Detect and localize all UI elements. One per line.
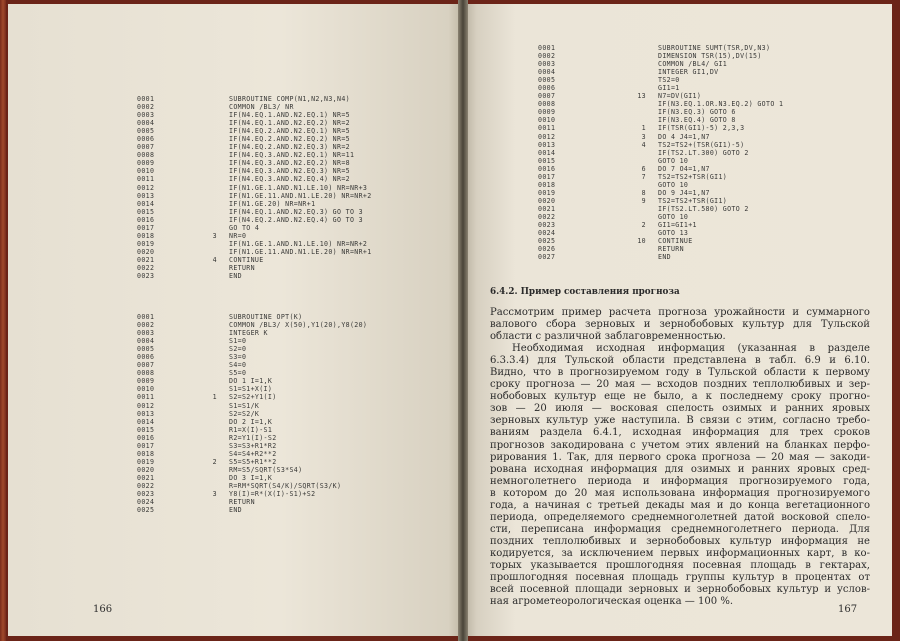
code-statement: CONTINUE (658, 237, 693, 246)
code-line (137, 345, 367, 353)
code-line (538, 133, 783, 141)
line-number: 0016 (538, 164, 556, 173)
line-number: 0007 (538, 92, 556, 101)
line-number: 0013 (137, 191, 155, 200)
code-line (137, 498, 367, 506)
code-line (538, 44, 783, 52)
line-number: 0017 (137, 223, 155, 232)
text-line: всей посевной площади зерновых и зернобобовых культур и услов- (490, 584, 870, 596)
text-line: торых указывается прошлогодняя посевная площадь в гектарах, (490, 559, 870, 571)
code-line (137, 119, 372, 127)
text-line: рована исходная информация для озимых и ранних яровых сред- (490, 463, 870, 475)
line-number: 0025 (538, 237, 556, 246)
line-number: 0019 (538, 188, 556, 197)
line-number: 0020 (538, 196, 556, 205)
text-line: 6.3.3.4) для Тульской области представлена в табл. 6.9 и 6.10. (490, 355, 870, 367)
line-number: 0020 (137, 247, 155, 256)
code-line (538, 165, 783, 173)
code-statement: IF(N4.EQ.1.AND.N2.EQ.2) NR=2 (229, 119, 350, 128)
code-statement: IF(N4.EQ.3.AND.N2.EQ.1) NR=11 (229, 151, 355, 160)
line-number: 0007 (137, 143, 155, 152)
code-statement: IF(TS2.LT.580) GOTO 2 (658, 204, 749, 213)
code-statement: RETURN (658, 245, 684, 254)
statement-label: 6 (641, 164, 646, 173)
line-number: 0008 (137, 151, 155, 160)
code-line (137, 95, 372, 103)
statement-label: 9 (641, 196, 646, 205)
text-line: сти, переписана информация среднемноголетнего периода. Для (490, 523, 870, 535)
code-line (137, 466, 367, 474)
text-line: нобобовых культур еще не было, а к последнему сроку прогно- (490, 391, 870, 403)
line-number: 0014 (538, 148, 556, 157)
code-statement: S2=0 (229, 345, 247, 354)
code-statement: DO 4 J4=1,N7 (658, 132, 710, 141)
text-line: прошлогодняя посевная площадь группы культур в процентах от (490, 572, 870, 584)
code-line (137, 426, 367, 434)
code-line (137, 393, 367, 401)
code-statement: DO 9 J4=1,N7 (658, 188, 710, 197)
code-line (538, 52, 783, 60)
code-statement: END (658, 253, 671, 262)
code-line (137, 240, 372, 248)
text-line: немноголетнего периода и информация прогнозируемого года, (490, 475, 870, 487)
line-number: 0001 (137, 313, 155, 321)
line-number: 0014 (137, 199, 155, 208)
line-number: 0026 (538, 245, 556, 254)
line-number: 0016 (137, 215, 155, 224)
text-line: поздних теплолюбивых и зернобобовых культур информация не (490, 535, 870, 547)
code-statement: TS2=TS2+TSR(GI1) (658, 196, 728, 205)
line-number: 0002 (538, 52, 556, 61)
line-number: 0009 (137, 159, 155, 168)
code-statement: GOTO 10 (658, 156, 689, 165)
line-number: 0007 (137, 361, 155, 370)
code-statement: TS2=0 (658, 76, 680, 85)
line-number: 0003 (137, 329, 155, 338)
line-number: 0018 (137, 231, 155, 240)
code-statement: IF(N4.EQ.1.AND.N2.EQ.3) GO TO 3 (229, 207, 363, 216)
right-page (464, 4, 892, 636)
code-line (137, 232, 372, 240)
paragraph-1 (490, 307, 870, 343)
code-listing-sumt (538, 44, 783, 261)
text-line: ная агрометеорологическая оценка — 100 %. (490, 596, 734, 608)
line-number: 0010 (538, 116, 556, 125)
code-statement: IF(N4.EQ.2.AND.N2.EQ.1) NR=5 (229, 127, 350, 136)
code-line (538, 181, 783, 189)
line-number: 0024 (137, 498, 155, 507)
code-line (137, 482, 367, 490)
code-line (137, 159, 372, 167)
code-line (137, 385, 367, 393)
line-number: 0011 (137, 393, 155, 402)
book-gutter (458, 0, 468, 641)
line-number: 0021 (137, 473, 155, 482)
code-statement: IF(N4.EQ.3.AND.N2.EQ.2) NR=8 (229, 159, 350, 168)
code-line (538, 213, 783, 221)
paragraph-2 (490, 343, 870, 608)
page-number-right: 167 (838, 604, 858, 615)
code-statement: CONTINUE (229, 255, 264, 264)
code-line (137, 434, 367, 442)
code-statement: RETURN (229, 263, 255, 272)
code-line (137, 175, 372, 183)
line-number: 0021 (538, 204, 556, 213)
line-number: 0003 (137, 111, 155, 120)
line-number: 0004 (137, 337, 155, 346)
code-statement: S2=S2/K (229, 409, 260, 418)
code-statement: GOTO 10 (658, 180, 689, 189)
line-number: 0023 (538, 221, 556, 230)
line-number: 0020 (137, 465, 155, 474)
code-line (538, 157, 783, 165)
code-statement: IF(N3.EQ.1.OR.N3.EQ.2) GOTO 1 (658, 100, 784, 109)
statement-label: 1 (641, 124, 646, 133)
code-line (137, 216, 372, 224)
line-number: 0009 (538, 108, 556, 117)
code-statement: S1=0 (229, 337, 247, 346)
line-number: 0022 (137, 263, 155, 272)
code-statement: RETURN (229, 498, 255, 507)
code-statement: IF(N1.GE.11.AND.N1.LE.20) NR=NR+1 (229, 247, 372, 256)
code-statement: IF(N4.EQ.2.AND.N2.EQ.4) GO TO 3 (229, 215, 363, 224)
code-line (137, 192, 372, 200)
code-statement: IF(TS2.LT.300) GOTO 2 (658, 148, 749, 157)
line-number: 0008 (137, 369, 155, 378)
code-line (538, 221, 783, 229)
line-number: 0018 (538, 180, 556, 189)
code-statement: IF(N4.EQ.1.AND.N2.EQ.1) NR=5 (229, 111, 350, 120)
code-line (137, 135, 372, 143)
code-statement: S5=0 (229, 369, 247, 378)
code-line (137, 369, 367, 377)
code-line (137, 458, 367, 466)
text-line: зерновых культур уже наступила. В связи с этим, согласно требо- (490, 415, 870, 427)
code-statement: GO TO 4 (229, 223, 260, 232)
text-line: периода, определяемого среднемноголетней датой восковой спело- (490, 511, 870, 523)
statement-label: 4 (641, 140, 646, 149)
line-number: 0010 (137, 167, 155, 176)
line-number: 0019 (137, 239, 155, 248)
line-number: 0002 (137, 103, 155, 112)
code-statement: SUBROUTINE SUMT(TSR,DV,N3) (658, 44, 771, 52)
code-line (538, 245, 783, 253)
line-number: 0019 (137, 457, 155, 466)
code-statement: INTEGER GI1,DV (658, 68, 719, 77)
text-line: ваниям раздела 6.4.1, исходная информация для трех сроков (490, 427, 870, 439)
line-number: 0017 (538, 172, 556, 181)
code-line (137, 264, 372, 272)
code-line (538, 76, 783, 84)
code-line (538, 197, 783, 205)
code-line (137, 353, 367, 361)
line-number: 0006 (137, 353, 155, 362)
code-line (137, 418, 367, 426)
code-statement: GI1=1 (658, 84, 680, 93)
statement-label: 8 (641, 188, 646, 197)
code-statement: NR=0 (229, 231, 247, 240)
line-number: 0004 (137, 119, 155, 128)
code-line (538, 237, 783, 245)
code-line (538, 229, 783, 237)
code-line (538, 100, 783, 108)
code-line (137, 410, 367, 418)
line-number: 0002 (137, 321, 155, 330)
code-statement: S1=S1/K (229, 401, 260, 410)
section-heading: 6.4.2. Пример составления прогноза (490, 287, 680, 297)
text-line: года, а начиная с третьей декады мая и до конца вегетационного (490, 499, 870, 511)
text-line: кодируется, за исключением первых информационных карт, в ко- (490, 547, 870, 559)
line-number: 0009 (137, 377, 155, 386)
code-line (538, 92, 783, 100)
code-listing-comp (137, 95, 372, 280)
code-statement: IF(N3.EQ.3) GOTO 6 (658, 108, 736, 117)
line-number: 0016 (137, 433, 155, 442)
code-statement: S3=0 (229, 353, 247, 362)
code-line (137, 377, 367, 385)
code-line (137, 474, 367, 482)
code-line (137, 224, 372, 232)
code-statement: IF(N1.GE.1.AND.N1.LE.10) NR=NR+2 (229, 239, 368, 248)
code-statement: DIMENSION TSR(15),DV(15) (658, 52, 762, 61)
text-line: Видно, что в прогнозируемом году в Тульской области к первому (490, 367, 870, 379)
code-listing-opt (137, 313, 367, 514)
line-number: 0018 (137, 449, 155, 458)
code-line (137, 490, 367, 498)
statement-label: 2 (641, 221, 646, 230)
code-line (137, 151, 372, 159)
text-line: рирования 1. Так, для первого срока прогноза — 20 мая — закоди- (490, 451, 870, 463)
code-statement: S4=0 (229, 361, 247, 370)
code-statement: IF(N4.EQ.2.AND.N2.EQ.2) NR=5 (229, 135, 350, 144)
body-text (490, 307, 870, 608)
code-line (137, 442, 367, 450)
code-line (538, 173, 783, 181)
line-number: 0011 (137, 175, 155, 184)
line-number: 0015 (538, 156, 556, 165)
code-statement: R=RM*SQRT(S4/K)/SQRT(S3/K) (229, 481, 342, 490)
line-number: 0015 (137, 207, 155, 216)
code-line (538, 108, 783, 116)
line-number: 0005 (137, 345, 155, 354)
code-line (538, 84, 783, 92)
code-line (137, 248, 372, 256)
text-line: сроку прогноза — 20 мая — всходов поздних теплолюбивых и зер- (490, 379, 870, 391)
line-number: 0017 (137, 441, 155, 450)
line-number: 0005 (137, 127, 155, 136)
statement-label: 10 (637, 237, 646, 246)
code-line (538, 189, 783, 197)
line-number: 0014 (137, 417, 155, 426)
code-statement: IF(N1.GE.11.AND.N1.LE.20) NR=NR+2 (229, 191, 372, 200)
code-line (137, 200, 372, 208)
code-statement: Y8(I)=R*(X(I)-S1)+S2 (229, 490, 316, 499)
line-number: 0011 (538, 124, 556, 133)
code-statement: GOTO 13 (658, 229, 689, 238)
code-statement: DO 1 I=1,K (229, 377, 273, 386)
code-line (137, 361, 367, 369)
code-statement: GOTO 10 (658, 212, 689, 221)
statement-label: 13 (637, 92, 646, 101)
code-line (538, 253, 783, 261)
code-statement: COMMON /BL4/ GI1 (658, 60, 728, 69)
line-number: 0012 (538, 132, 556, 141)
code-statement: R1=X(I)-S1 (229, 425, 273, 434)
code-line (137, 450, 367, 458)
code-statement: COMMON /BL3/ X(50),Y1(20),Y8(20) (229, 321, 368, 330)
statement-label: 2 (212, 457, 217, 466)
code-statement: IF(N4.EQ.3.AND.N2.EQ.3) NR=5 (229, 167, 350, 176)
code-line (137, 402, 367, 410)
code-line (137, 272, 372, 280)
line-number: 0001 (538, 44, 556, 52)
code-statement: TS2=TS2+TSR(GI1) (658, 172, 728, 181)
code-statement: END (229, 272, 242, 281)
line-number: 0006 (137, 135, 155, 144)
line-number: 0024 (538, 229, 556, 238)
statement-label: 1 (212, 393, 217, 402)
code-statement: DO 3 I=1,K (229, 473, 273, 482)
code-statement: IF(N1.GE.1.AND.N1.LE.10) NR=NR+3 (229, 183, 368, 192)
line-number: 0008 (538, 100, 556, 109)
code-statement: GI1=GI1+1 (658, 221, 697, 230)
text-line: области с различной заблаговременностью. (490, 331, 726, 343)
text-line: Необходимая исходная информация (указанная в разделе (512, 343, 870, 355)
code-line (137, 337, 367, 345)
code-line (538, 141, 783, 149)
code-statement: R2=Y1(I)-S2 (229, 433, 277, 442)
line-number: 0004 (538, 68, 556, 77)
code-statement: DO 7 O4=1,N7 (658, 164, 710, 173)
line-number: 0022 (137, 481, 155, 490)
code-statement: IF(N1.GE.20) NR=NR+1 (229, 199, 316, 208)
line-number: 0022 (538, 212, 556, 221)
line-number: 0012 (137, 183, 155, 192)
line-number: 0023 (137, 490, 155, 499)
code-line (137, 103, 372, 111)
code-line (538, 149, 783, 157)
text-line: в котором до 20 мая использована информация прогнозируемого (490, 487, 870, 499)
text-line: прогнозов закодирована с учетом этих явлений на бланках перфо- (490, 439, 870, 451)
text-line: Рассмотрим пример расчета прогноза урожайности и суммарного (490, 307, 870, 318)
code-line (137, 184, 372, 192)
code-line (137, 111, 372, 119)
code-line (137, 167, 372, 175)
code-statement: DO 2 I=1,K (229, 417, 273, 426)
code-line (137, 127, 372, 135)
code-statement: TS2=TS2+(TSR(GI1)-5) (658, 140, 745, 149)
code-line (137, 321, 367, 329)
code-statement: INTEGER K (229, 329, 268, 338)
line-number: 0006 (538, 84, 556, 93)
code-line (538, 68, 783, 76)
code-line (538, 124, 783, 132)
code-statement: S1=S1+X(I) (229, 385, 273, 394)
statement-label: 3 (212, 490, 217, 499)
line-number: 0027 (538, 253, 556, 262)
code-line (137, 506, 367, 514)
line-number: 0010 (137, 385, 155, 394)
code-statement: S2=S2+Y1(I) (229, 393, 277, 402)
code-statement: S5=S5+R1**2 (229, 457, 277, 466)
statement-label: 3 (641, 132, 646, 141)
code-statement: IF(TSR(GI1)-5) 2,3,3 (658, 124, 745, 133)
line-number: 0023 (137, 272, 155, 281)
code-line (538, 60, 783, 68)
line-number: 0012 (137, 401, 155, 410)
code-line (538, 205, 783, 213)
code-statement: END (229, 506, 242, 515)
left-page (8, 4, 462, 636)
code-line (137, 313, 367, 321)
line-number: 0013 (137, 409, 155, 418)
page-number-left: 166 (93, 604, 113, 615)
code-statement: COMMON /BL3/ NR (229, 103, 294, 112)
line-number: 0001 (137, 95, 155, 103)
code-statement: S3=S3+R1*R2 (229, 441, 277, 450)
text-line: зов — 20 июля — восковая спелость озимых и ранних яровых (490, 403, 870, 415)
code-line (137, 329, 367, 337)
line-number: 0021 (137, 255, 155, 264)
line-number: 0015 (137, 425, 155, 434)
code-statement: IF(N3.EQ.4) GOTO 8 (658, 116, 736, 125)
code-statement: SUBROUTINE OPT(K) (229, 313, 303, 321)
code-line (137, 256, 372, 264)
code-statement: RM=S5/SQRT(S3*S4) (229, 465, 303, 474)
statement-label: 3 (212, 231, 217, 240)
code-statement: S4=S4+R2**2 (229, 449, 277, 458)
code-line (137, 208, 372, 216)
line-number: 0003 (538, 60, 556, 69)
code-statement: N7=DV(GI1) (658, 92, 702, 101)
code-statement: SUBROUTINE COMP(N1,N2,N3,N4) (229, 95, 350, 103)
line-number: 0005 (538, 76, 556, 85)
line-number: 0013 (538, 140, 556, 149)
code-statement: IF(N4.EQ.3.AND.N2.EQ.4) NR=2 (229, 175, 350, 184)
code-line (137, 143, 372, 151)
line-number: 0025 (137, 506, 155, 515)
statement-label: 4 (212, 255, 217, 264)
code-statement: IF(N4.EQ.2.AND.N2.EQ.3) NR=2 (229, 143, 350, 152)
code-line (538, 116, 783, 124)
statement-label: 7 (641, 172, 646, 181)
text-line: валового сбора зерновых и зернобобовых культур для Тульской (490, 319, 870, 331)
